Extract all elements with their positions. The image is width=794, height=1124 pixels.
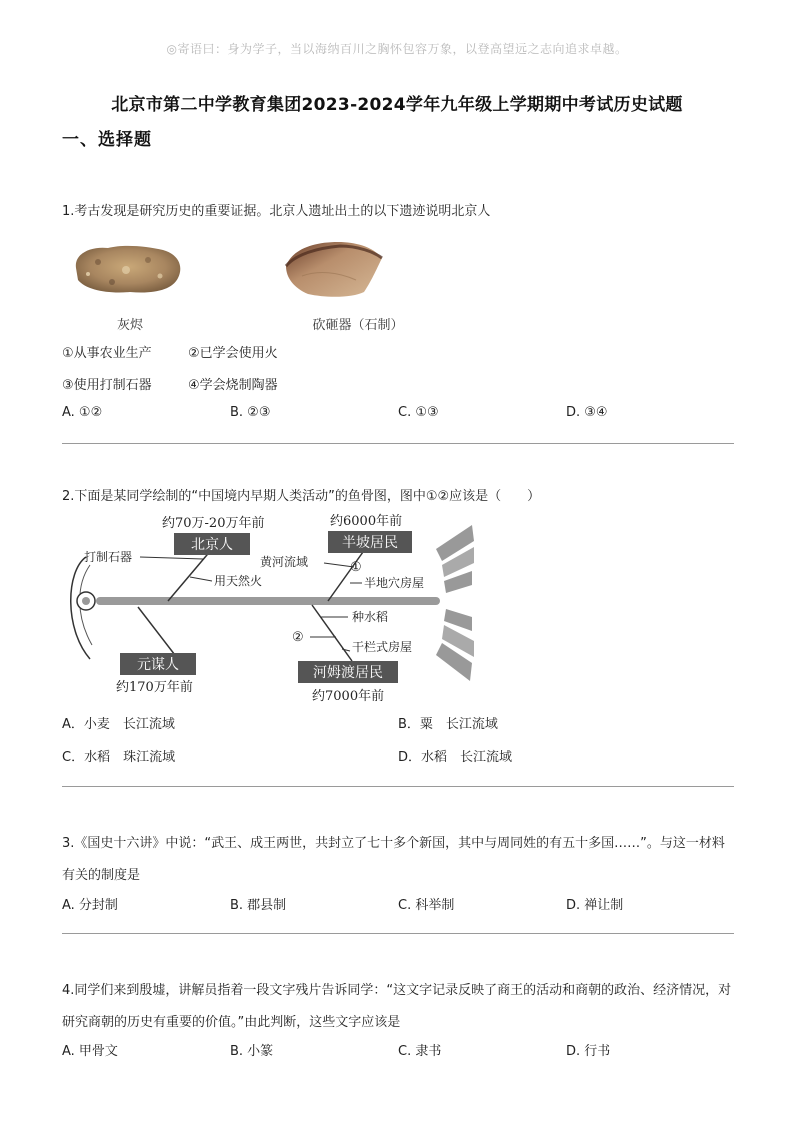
statement-3: ③使用打制石器: [62, 378, 152, 393]
ash-caption: 灰烬: [116, 318, 143, 333]
q4-option-d[interactable]: D. 行书: [566, 1044, 611, 1059]
q4-option-b[interactable]: B. 小篆: [230, 1044, 274, 1059]
statement-1: ①从事农业生产: [62, 346, 152, 361]
q2-option-c[interactable]: C．水稻 珠江流域: [62, 750, 176, 765]
header-motto: ◎寄语曰：身为学子，当以海纳百川之胸怀包容万象，以登高望远之志向追求卓越。: [166, 42, 628, 56]
banpo-name-label: 半坡居民: [342, 535, 398, 551]
q2-option-b[interactable]: B．粟 长江流域: [398, 717, 498, 732]
beijing-time-label: 约70万-20万年前: [162, 516, 265, 531]
q1-option-b[interactable]: B. ②③: [230, 405, 271, 420]
q1-option-a[interactable]: A. ①②: [62, 405, 103, 420]
question-3-stem: 3.《国史十六讲》中说：“武王、成王两世，共封立了七十多个新国，其中与周同姓的有五十多国……”。与这一材料有关的制度是: [62, 836, 725, 883]
yuanmou-time-label: 约170万年前: [116, 680, 193, 695]
q1-option-d[interactable]: D. ③④: [566, 405, 608, 420]
banpo-item-3: 半地穴房屋: [364, 576, 425, 590]
statement-4: ④学会烧制陶器: [188, 378, 278, 393]
stone-chopper-caption: 砍砸器（石制）: [312, 318, 404, 333]
banpo-item-2: ①: [350, 560, 362, 575]
hemudu-name-label: 河姆渡居民: [313, 665, 383, 681]
q2-option-a[interactable]: A．小麦 长江流域: [62, 717, 175, 732]
hemudu-item-1: 种水稻: [352, 610, 389, 624]
q3-option-d[interactable]: D. 禅让制: [566, 898, 624, 913]
q3-option-b[interactable]: B. 郡县制: [230, 898, 287, 913]
q4-option-c[interactable]: C. 隶书: [398, 1044, 442, 1059]
beijing-item-2: 用天然火: [214, 574, 263, 588]
divider: [62, 443, 734, 444]
q4-option-a[interactable]: A. 甲骨文: [62, 1044, 118, 1059]
q1-option-c[interactable]: C. ①③: [398, 405, 439, 420]
question-2-stem: 2.下面是某同学绘制的“中国境内早期人类活动”的鱼骨图，图中①②应该是（ ）: [62, 489, 541, 504]
banpo-item-1: 黄河流域: [260, 555, 309, 569]
statement-2: ②已学会使用火: [188, 346, 278, 361]
section-heading: 一、选择题: [62, 130, 152, 150]
q2-option-d[interactable]: D．水稻 长江流域: [398, 750, 513, 765]
question-1-stem: 1.考古发现是研究历史的重要证据。北京人遗址出土的以下遗迹说明北京人: [62, 204, 491, 219]
banpo-time-label: 约6000年前: [330, 514, 403, 529]
divider: [62, 933, 734, 934]
ash-photo: [68, 240, 186, 298]
stone-chopper-photo: [282, 236, 386, 302]
q3-option-a[interactable]: A. 分封制: [62, 898, 118, 913]
beijing-item-1: 打制石器: [84, 550, 133, 564]
page-title: 北京市第二中学教育集团2023-2024学年九年级上学期期中考试历史试题: [111, 95, 683, 115]
beijing-name-label: 北京人: [191, 537, 233, 553]
hemudu-item-2: ②: [292, 630, 304, 645]
yuanmou-name-label: 元谋人: [137, 657, 179, 673]
q3-option-c[interactable]: C. 科举制: [398, 898, 455, 913]
question-4-stem: 4.同学们来到殷墟，讲解员指着一段文字残片告诉同学：“这文字记录反映了商王的活动和商朝的政治、经济情况，对研究商朝的历史有重要的价值。”由此判断，这些文字应该是: [62, 983, 732, 1030]
hemudu-time-label: 约7000年前: [312, 689, 385, 704]
fishbone-diagram: [62, 505, 482, 705]
divider: [62, 786, 734, 787]
hemudu-item-3: 干栏式房屋: [352, 640, 413, 654]
